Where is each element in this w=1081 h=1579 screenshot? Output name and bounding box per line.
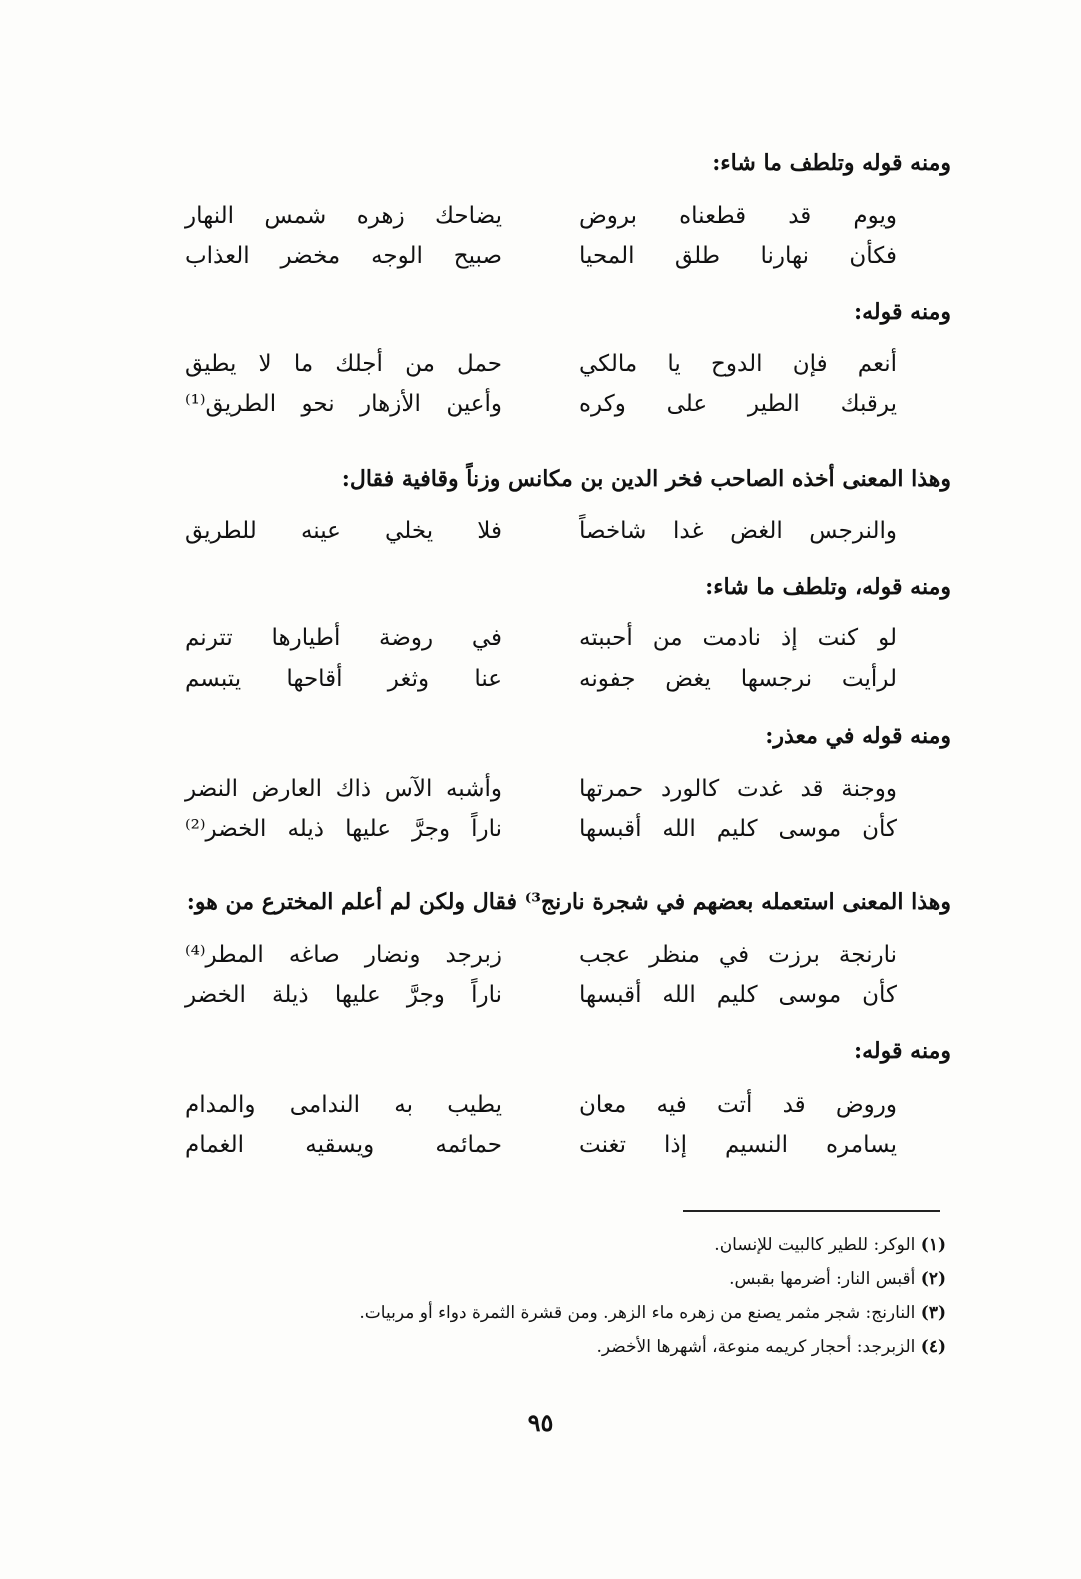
- intro-line: ومنه قوله، وتلطف ما شاء:: [705, 574, 951, 600]
- first-hemistich: نارنجة برزت في منظر عجب: [579, 942, 897, 968]
- second-hemistich: حمائمه ويسقيه الغمام: [185, 1132, 502, 1158]
- first-hemistich: يسامره النسيم إذا تغنت: [579, 1132, 897, 1158]
- first-hemistich: كأن موسى كليم الله أقبسها: [579, 816, 897, 842]
- first-hemistich: لو كنت إذ نادمت من أحببته: [579, 625, 897, 651]
- intro-line: وهذا المعنى استعمله بعضهم في شجرة نارنج³⁾ فقال ولكن لم أعلم المخترع من هو:: [186, 889, 951, 915]
- first-hemistich: لرأيت نرجسها يغض جفونه: [579, 666, 897, 692]
- intro-line: ومنه قوله في معذر:: [765, 723, 951, 749]
- footnote-number: (٣): [920, 1303, 946, 1323]
- footnote-text: النارنج: شجر مثمر يصنع من زهره ماء الزهر. ومن قشرة الثمرة دواء أو مربيات.: [359, 1303, 916, 1323]
- first-hemistich: ووجنة قد غدت كالورد حمرتها: [579, 776, 897, 802]
- verse-line: [185, 513, 897, 549]
- first-hemistich: أنعم فإن الدوح يا مالكي: [579, 351, 897, 377]
- footnote-text: الزبرجد: أحجار كريمه منوعة، أشهرها الأخضر.: [596, 1337, 916, 1357]
- footnote: [597, 1334, 947, 1360]
- verse-line: [185, 937, 897, 973]
- verse-line: [185, 811, 897, 847]
- page-number: ٩٥: [527, 1408, 554, 1437]
- intro-line: ومنه قوله وتلطف ما شاء:: [712, 150, 951, 176]
- intro-line: وهذا المعنى أخذه الصاحب فخر الدين بن مكانس وزناً وقافية فقال:: [341, 466, 951, 492]
- verse-line: [185, 238, 897, 274]
- verse-line: [185, 346, 897, 382]
- second-hemistich: يضاحك زهره شمس النهار: [185, 203, 502, 229]
- first-hemistich: والنرجس الغض غدا شاخصاً: [579, 518, 897, 544]
- footnote-text: أقبس النار: أضرمها بقبس.: [729, 1269, 916, 1289]
- second-hemistich: حمل من أجلك ما لا يطيق: [185, 351, 502, 377]
- intro-line: ومنه قوله:: [853, 299, 951, 325]
- footnote: [714, 1232, 946, 1258]
- footnote-text: الوكر: للطير كالبيت للإنسان.: [714, 1235, 916, 1255]
- verse-line: [185, 1087, 897, 1123]
- first-hemistich: كأن موسى كليم الله أقبسها: [579, 982, 897, 1008]
- verse-line: [185, 661, 897, 697]
- intro-line: ومنه قوله:: [853, 1038, 951, 1064]
- verse-line: [185, 386, 897, 422]
- second-hemistich: ناراً وجرَّ عليها ذيلة الخضر: [185, 982, 502, 1008]
- footnote-number: (١): [920, 1235, 946, 1255]
- verse-line: [185, 620, 897, 656]
- footnote-number: (٢): [920, 1269, 946, 1289]
- first-hemistich: يرقبك الطير على وكره: [579, 391, 897, 417]
- second-hemistich: عنا وثغر أقاحها يتبسم: [185, 666, 502, 692]
- second-hemistich: صبيح الوجه مخضر العذاب: [185, 243, 502, 269]
- first-hemistich: فكأن نهارنا طلق المحيا: [579, 243, 897, 269]
- footnote-separator: [683, 1210, 940, 1212]
- verse-line: [185, 977, 897, 1013]
- second-hemistich: وأشبه الآس ذاك العارض النضر: [185, 776, 502, 802]
- second-hemistich: يطيب به الندامى والمدام: [185, 1092, 502, 1118]
- verse-line: [185, 771, 897, 807]
- second-hemistich: في روضة أطيارها تترنم: [185, 625, 502, 651]
- second-hemistich: ناراً وجرَّ عليها ذيله الخضر⁽²⁾: [185, 816, 502, 842]
- verse-line: [185, 1127, 897, 1163]
- second-hemistich: زبرجد ونضار صاغه المطر⁽⁴⁾: [185, 942, 502, 968]
- first-hemistich: ويوم قد قطعناه بروض: [579, 203, 897, 229]
- second-hemistich: وأعين الأزهار نحو الطريق⁽¹⁾: [185, 391, 502, 417]
- footnote: [359, 1300, 946, 1326]
- footnote-number: (٤): [920, 1337, 946, 1357]
- verse-line: [185, 198, 897, 234]
- first-hemistich: وروض قد أتت فيه معان: [579, 1092, 897, 1118]
- second-hemistich: فلا يخلي عينه للطريق: [185, 518, 502, 544]
- footnote: [729, 1266, 946, 1292]
